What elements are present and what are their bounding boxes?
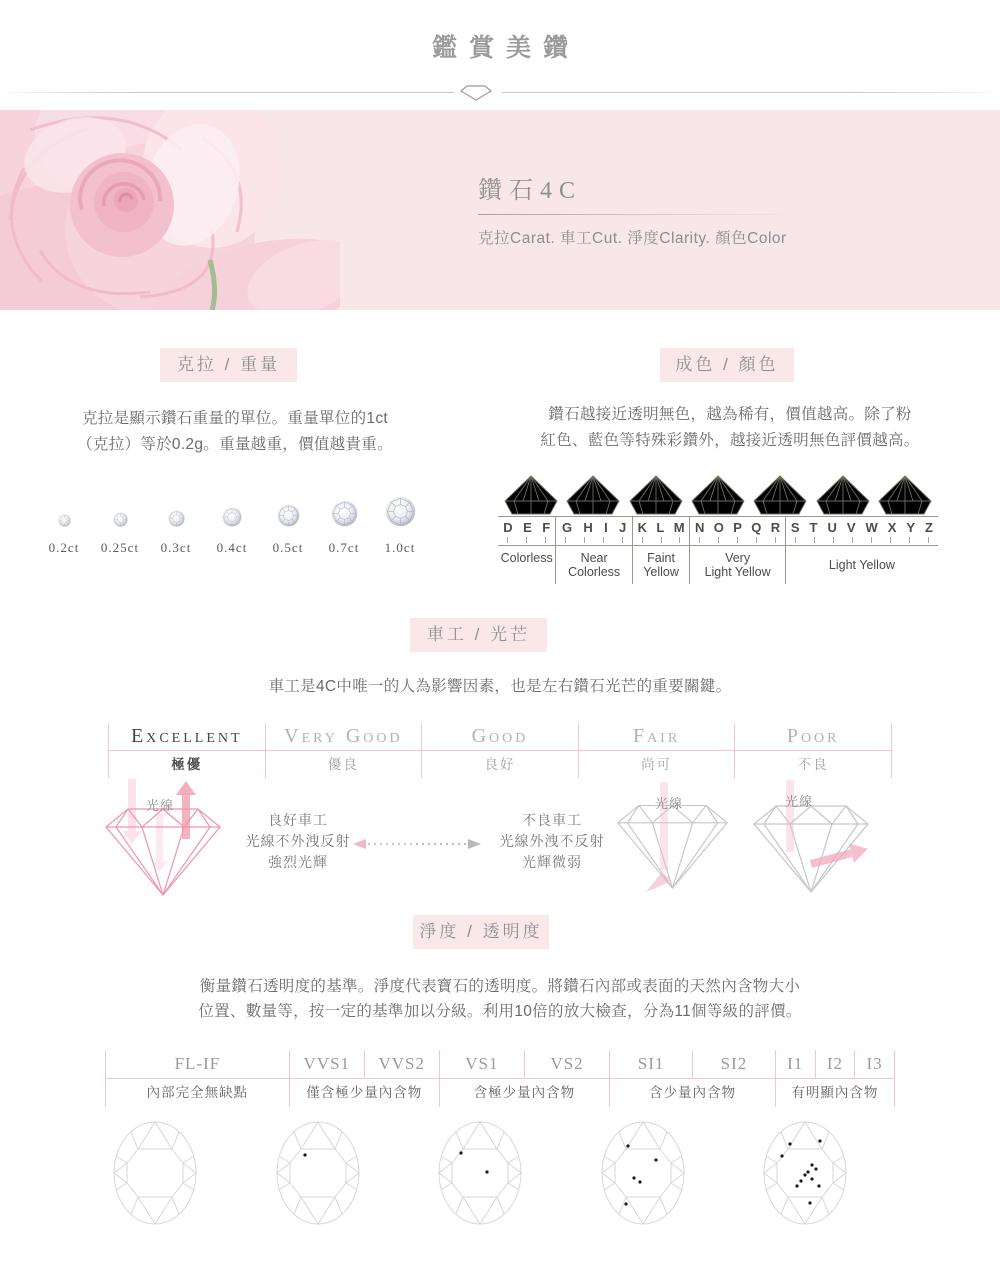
banner-title: 鑽石4C — [478, 178, 583, 204]
color-letter: G — [562, 520, 573, 535]
compare-arrow — [352, 837, 482, 855]
cut-grade-en: Excellent — [108, 723, 265, 750]
color-group-labels — [498, 546, 938, 584]
clarity-diamond-topview-icon — [437, 1120, 523, 1226]
letter-group-very-light-yellow — [689, 517, 785, 545]
cut-grade-en: Very Good — [265, 723, 422, 750]
clarity-grade: I2 — [815, 1050, 855, 1078]
color-letter: N — [694, 520, 705, 535]
clarity-grade-row — [105, 1050, 895, 1078]
color-diamond-icon — [628, 474, 684, 516]
color-letter: Q — [751, 520, 762, 535]
cut-grade-en: Good — [421, 723, 578, 750]
clarity-grade: VS1 — [439, 1050, 524, 1078]
clarity-diamond-topview-icon — [275, 1120, 361, 1226]
group-label-very-light-yellow — [689, 546, 785, 584]
color-description-line1: 鑽石越接近透明無色，越為稀有，價值越高。除了粉 — [548, 406, 912, 423]
group-label-line: Colorless — [500, 551, 553, 565]
bad-cut-line: 不良車工 — [522, 814, 582, 829]
diamond-photo-icon — [277, 504, 300, 527]
color-letter: O — [713, 520, 724, 535]
carat-size-item — [36, 468, 92, 556]
good-cut-line: 良好車工 — [268, 814, 328, 829]
clarity-grade: SI1 — [609, 1050, 692, 1078]
carat-size-item — [372, 468, 428, 556]
cut-grade-zh: 不良 — [734, 751, 891, 778]
banner — [0, 110, 1000, 310]
color-letter-scale — [498, 516, 938, 546]
group-label-line: Light Yellow — [704, 565, 771, 579]
clarity-group-label: 含極少量內含物 — [439, 1079, 609, 1107]
clarity-group-vvs — [289, 1050, 439, 1078]
letter-group-near-colorless — [555, 517, 632, 545]
section-header-clarity: 淨度 / 透明度 — [413, 915, 549, 949]
color-letter: V — [846, 520, 856, 535]
cut-grade-table — [108, 723, 892, 778]
bad-cut-text — [490, 811, 614, 874]
cut-grade-zh: 良好 — [421, 751, 578, 778]
bad-cut-line: 光線外洩不反射 — [499, 835, 605, 850]
diamond-photo-icon — [331, 500, 358, 527]
color-description-line2: 紅色、藍色等特殊彩鑽外，越接近透明無色評價越高。 — [540, 432, 920, 449]
light-ray-label: 光線 — [785, 794, 814, 809]
letter-group-colorless — [498, 517, 555, 545]
clarity-diamond-topview-icon — [600, 1120, 686, 1226]
cut-description: 車工是4C中唯一的人為影響因素，也是左右鑽石光芒的重要關鍵。 — [268, 678, 732, 695]
clarity-group-vs — [439, 1050, 609, 1078]
color-description — [520, 402, 940, 454]
clarity-grade: I1 — [775, 1050, 815, 1078]
clarity-grade: FL-IF — [105, 1050, 289, 1078]
section-header-carat: 克拉 / 重量 — [160, 348, 297, 382]
color-letter: F — [542, 520, 551, 535]
clarity-group-si — [609, 1050, 775, 1078]
diamond-photo-icon — [168, 510, 185, 527]
diamond-photo-icon — [113, 512, 128, 527]
carat-size-label: 0.2ct — [48, 540, 80, 555]
group-label-line: Near — [580, 551, 608, 565]
cut-grade-row-en — [108, 723, 892, 750]
good-cut-line: 光線不外洩反射 — [245, 835, 351, 850]
clarity-label-row — [105, 1079, 895, 1107]
clarity-diamond-topview-icon — [112, 1120, 198, 1226]
clarity-grade: SI2 — [692, 1050, 775, 1078]
group-label-faint-yellow — [632, 546, 689, 584]
color-diamond-icon — [877, 474, 933, 516]
group-label-line: Light Yellow — [828, 558, 895, 572]
carat-size-item — [204, 468, 260, 556]
letter-group-light-yellow — [785, 517, 938, 545]
color-letter: K — [637, 520, 647, 535]
clarity-description — [0, 974, 1000, 1024]
color-letter: Z — [924, 520, 933, 535]
carat-size-item — [260, 468, 316, 556]
clarity-group-label: 有明顯內含物 — [775, 1079, 894, 1107]
cut-grade-zh: 極優 — [108, 751, 265, 778]
diamond-photo-icon — [58, 514, 71, 527]
group-label-near-colorless — [555, 546, 632, 584]
banner-subtitle: 克拉Carat. 車工Cut. 淨度Clarity. 顏色Color — [478, 230, 787, 247]
color-diamond-icon — [565, 474, 621, 516]
clarity-group-i — [775, 1050, 894, 1078]
light-ray-label: 光線 — [146, 798, 175, 813]
color-letter: W — [865, 520, 878, 535]
diamond-outline-icon — [459, 84, 493, 102]
letter-group-faint-yellow — [632, 517, 689, 545]
color-diamond-icon — [503, 474, 559, 516]
carat-size-label: 0.25ct — [100, 540, 140, 555]
divider-line-left — [6, 92, 454, 93]
divider — [0, 84, 1000, 102]
color-letter: S — [790, 520, 800, 535]
clarity-gem-row — [112, 1120, 848, 1226]
page-title: 鑑賞美鑽 — [431, 35, 580, 62]
cut-grade-zh: 尚可 — [578, 751, 735, 778]
carat-size-label: 1.0ct — [384, 540, 416, 555]
carat-size-row — [36, 468, 428, 556]
clarity-grade: VS2 — [524, 1050, 609, 1078]
good-cut-text — [238, 811, 358, 874]
carat-size-item — [316, 468, 372, 556]
carat-size-label: 0.7ct — [328, 540, 360, 555]
color-diamond-icon — [815, 474, 871, 516]
clarity-grade-table — [105, 1050, 895, 1107]
color-letter: L — [656, 520, 665, 535]
section-header-cut: 車工 / 光芒 — [410, 618, 547, 652]
carat-description — [40, 406, 430, 458]
clarity-group-fl — [105, 1050, 289, 1078]
color-letter: J — [619, 520, 627, 535]
light-ray-label: 光線 — [655, 796, 684, 811]
color-diamond-icon — [752, 474, 808, 516]
group-label-line: Very — [725, 551, 751, 565]
color-letter: D — [503, 520, 513, 535]
color-diamond-icon — [690, 474, 746, 516]
color-letter: T — [809, 520, 818, 535]
group-label-colorless — [498, 546, 555, 584]
banner-underline — [478, 214, 794, 215]
carat-description-line1: 克拉是顯示鑽石重量的單位。重量單位的1ct — [82, 410, 388, 427]
carat-size-item — [92, 468, 148, 556]
section-header-color: 成色 / 顏色 — [660, 348, 794, 382]
clarity-grade: VVS2 — [364, 1050, 439, 1078]
color-letter: X — [887, 520, 897, 535]
clarity-description-line1: 衡量鑽石透明度的基準。淨度代表寶石的透明度。將鑽石內部或表面的天然內含物大小 — [199, 978, 801, 995]
divider-line-right — [502, 92, 994, 93]
color-letter: R — [770, 520, 781, 535]
color-letter: E — [523, 520, 532, 535]
color-letter: I — [604, 520, 608, 535]
clarity-group-label: 僅含極少量內含物 — [289, 1079, 439, 1107]
color-swatch-row — [498, 468, 938, 516]
group-label-light-yellow — [785, 546, 938, 584]
group-label-line: Yellow — [643, 565, 679, 579]
color-letter: U — [827, 520, 837, 535]
color-letter: P — [733, 520, 742, 535]
cut-grade-en: Fair — [578, 723, 735, 750]
good-cut-line: 強烈光輝 — [268, 856, 328, 871]
diamond-photo-icon — [385, 496, 416, 527]
color-letter: H — [583, 520, 593, 535]
clarity-diamond-topview-icon — [762, 1120, 848, 1226]
rose-image — [0, 110, 340, 310]
color-letter: Y — [906, 520, 916, 535]
clarity-group-label: 內部完全無缺點 — [105, 1079, 289, 1107]
bad-cut-line: 光輝微弱 — [522, 856, 582, 871]
diamond-photo-icon — [222, 507, 242, 527]
cut-grade-zh: 優良 — [265, 751, 422, 778]
clarity-description-line2: 位置、數量等，按一定的基準加以分級。利用10倍的放大檢查，分為11個等級的評價。 — [198, 1003, 802, 1020]
group-label-line: Colorless — [568, 565, 621, 579]
cut-grade-row-zh — [108, 751, 892, 778]
double-arrow-icon — [352, 838, 482, 850]
carat-description-line2: （克拉）等於0.2g。重量越重，價值越貴重。 — [77, 436, 393, 453]
clarity-grade: VVS1 — [289, 1050, 364, 1078]
carat-size-label: 0.3ct — [160, 540, 192, 555]
clarity-grade: I3 — [854, 1050, 894, 1078]
color-scale — [498, 468, 938, 584]
group-label-line: Faint — [647, 551, 675, 565]
clarity-group-label: 含少量內含物 — [609, 1079, 775, 1107]
color-letter: M — [673, 520, 685, 535]
carat-size-label: 0.4ct — [216, 540, 248, 555]
carat-size-item — [148, 468, 204, 556]
carat-size-label: 0.5ct — [272, 540, 304, 555]
cut-grade-en: Poor — [734, 723, 891, 750]
